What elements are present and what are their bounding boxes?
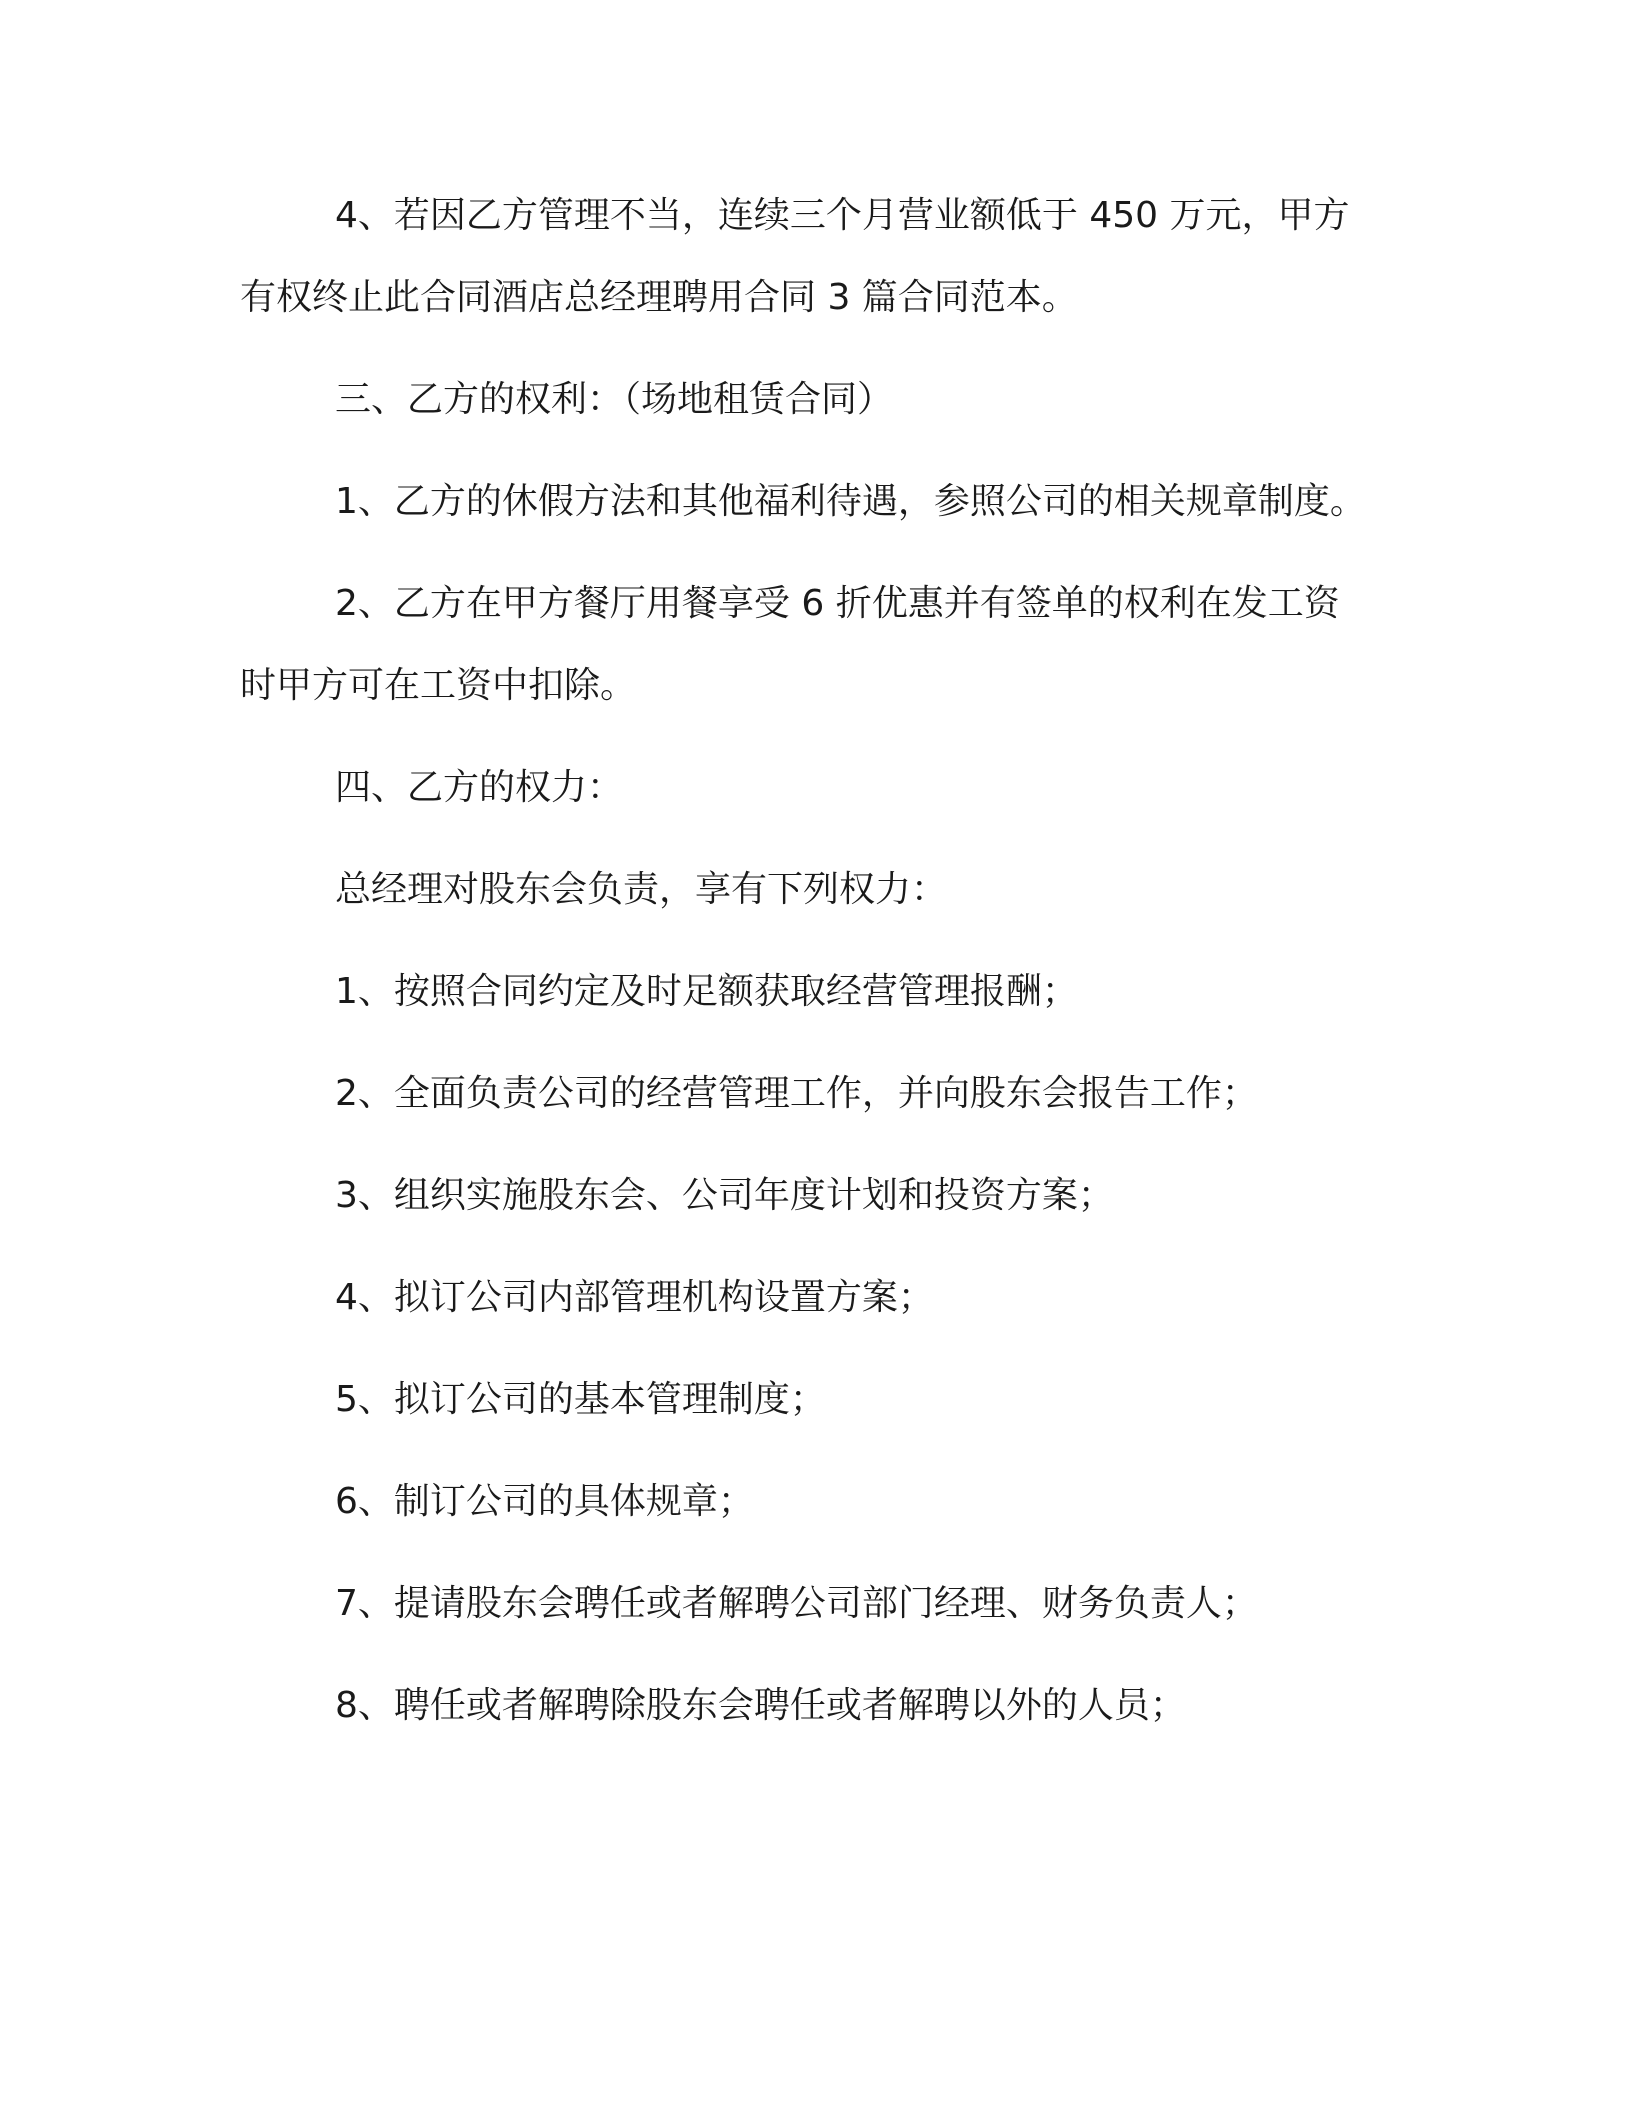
paragraph-line: 2、乙方在甲方餐厅用餐享受 6 折优惠并有签单的权利在发工资 xyxy=(335,583,1340,624)
list-item: 3、组织实施股东会、公司年度计划和投资方案； xyxy=(335,1175,1114,1216)
list-item: 2、全面负责公司的经营管理工作，并向股东会报告工作； xyxy=(335,1073,1258,1114)
paragraph-line: 1、乙方的休假方法和其他福利待遇，参照公司的相关规章制度。 xyxy=(335,481,1366,522)
section-heading: 四、乙方的权力： xyxy=(335,767,624,808)
list-item: 1、按照合同约定及时足额获取经营管理报酬； xyxy=(335,971,1078,1012)
list-item: 5、拟订公司的基本管理制度； xyxy=(335,1379,826,1420)
paragraph-line: 总经理对股东会负责，享有下列权力： xyxy=(335,869,948,910)
paragraph-line: 有权终止此合同酒店总经理聘用合同 3 篇合同范本。 xyxy=(240,277,1078,318)
list-item: 6、制订公司的具体规章； xyxy=(335,1481,754,1522)
list-item: 4、拟订公司内部管理机构设置方案； xyxy=(335,1277,934,1318)
list-item: 7、提请股东会聘任或者解聘公司部门经理、财务负责人； xyxy=(335,1583,1258,1624)
section-heading: 三、乙方的权利：（场地租赁合同） xyxy=(335,379,894,420)
paragraph-line: 时甲方可在工资中扣除。 xyxy=(240,665,637,706)
list-item: 8、聘任或者解聘除股东会聘任或者解聘以外的人员； xyxy=(335,1685,1186,1726)
paragraph-line: 4、若因乙方管理不当，连续三个月营业额低于 450 万元，甲方 xyxy=(335,195,1350,236)
